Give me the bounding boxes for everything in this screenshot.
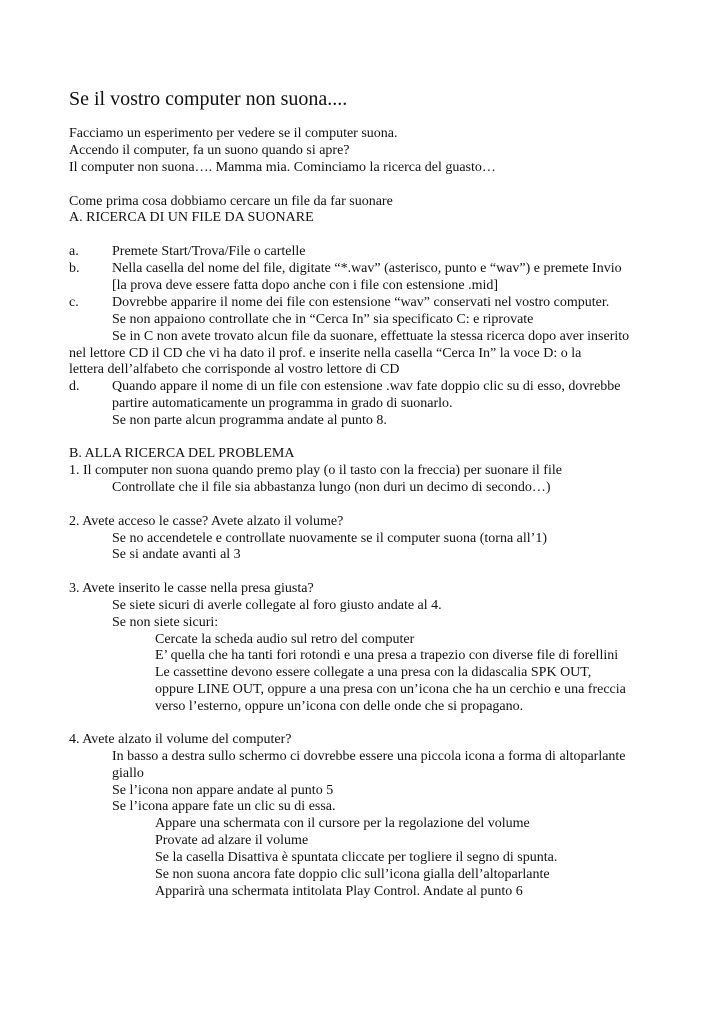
list-marker: c. [69, 295, 79, 310]
point-subline: verso l’esterno, oppure un’icona con delle onde che si propagano. [155, 699, 524, 714]
list-item-line: partire automaticamente un programma in grado di suonarlo. [112, 396, 453, 411]
list-marker: b. [69, 261, 80, 276]
document-title: Se il vostro computer non suona.... [69, 88, 348, 110]
list-marker: d. [69, 379, 80, 394]
point-line: giallo [112, 766, 144, 781]
point-line: Se no accendetele e controllate nuovamente se il computer suona (torna all’1) [112, 531, 547, 546]
intro-line: Facciamo un esperimento per vedere se il computer suona. [69, 126, 398, 141]
point-subline: Le cassettine devono essere collegate a una presa con la didascalia SPK OUT, [155, 665, 592, 680]
list-item-line: Se non appaiono controllate che in “Cerca In” sia specificato C: e riprovate [112, 312, 534, 327]
list-item-line: lettera dell’alfabeto che corrisponde al vostro lettore di CD [69, 362, 400, 377]
list-item-line: Se non parte alcun programma andate al punto 8. [112, 413, 387, 428]
point-line: Controllate che il file sia abbastanza lungo (non duri un decimo di secondo…) [112, 480, 551, 495]
section-b-heading: B. ALLA RICERCA DEL PROBLEMA [69, 446, 295, 461]
point-subline: Apparirà una schermata intitolata Play Control. Andate al punto 6 [155, 884, 523, 899]
list-item-line: Nella casella del nome del file, digitate “*.wav” (asterisco, punto e “wav”) e premete Invio [112, 261, 622, 276]
point-line: In basso a destra sullo schermo ci dovrebbe essere una piccola icona a forma di altoparlante [112, 749, 626, 764]
point-subline: Cercate la scheda audio sul retro del computer [155, 632, 415, 647]
point-line: Se siete sicuri di averle collegate al foro giusto andate al 4. [112, 598, 442, 613]
section-a-lead: Come prima cosa dobbiamo cercare un file da far suonare [69, 194, 393, 209]
point-subline: Provate ad alzare il volume [155, 833, 309, 848]
point-question: 1. Il computer non suona quando premo play (o il tasto con la freccia) per suonare il file [69, 463, 562, 478]
point-question: 2. Avete acceso le casse? Avete alzato il volume? [69, 514, 344, 529]
list-item-line: Quando appare il nome di un file con estensione .wav fate doppio clic su di esso, dovrebbe [112, 379, 621, 394]
list-item-line: Se in C non avete trovato alcun file da suonare, effettuate la stessa ricerca dopo aver inserito [112, 329, 630, 344]
point-line: Se non siete sicuri: [112, 615, 219, 630]
point-question: 3. Avete inserito le casse nella presa giusta? [69, 581, 314, 596]
point-subline: oppure LINE OUT, oppure a una presa con un’icona che ha un cerchio e una freccia [155, 682, 626, 697]
point-line: Se si andate avanti al 3 [112, 547, 241, 562]
list-item-line: Dovrebbe apparire il nome dei file con estensione “wav” conservati nel vostro computer. [112, 295, 610, 310]
list-marker: a. [69, 244, 79, 259]
intro-line: Accendo il computer, fa un suono quando si apre? [69, 143, 350, 158]
point-line: Se l’icona appare fate un clic su di essa. [112, 799, 336, 814]
intro-line: Il computer non suona…. Mamma mia. Cominciamo la ricerca del guasto… [69, 160, 496, 175]
point-question: 4. Avete alzato il volume del computer? [69, 732, 292, 747]
list-item-line: Premete Start/Trova/File o cartelle [112, 244, 306, 259]
section-a-heading: A. RICERCA DI UN FILE DA SUONARE [69, 210, 314, 225]
point-subline: Se la casella Disattiva è spuntata cliccate per togliere il segno di spunta. [155, 850, 558, 865]
point-line: Se l’icona non appare andate al punto 5 [112, 783, 334, 798]
point-subline: Se non suona ancora fate doppio clic sull’icona gialla dell’altoparlante [155, 867, 550, 882]
point-subline: E’ quella che ha tanti fori rotondi e una presa a trapezio con diverse file di forellini [155, 648, 619, 663]
list-item-line: [la prova deve essere fatta dopo anche con i file con estensione .mid] [112, 278, 499, 293]
list-item-line: nel lettore CD il CD che vi ha dato il prof. e inserite nella casella “Cerca In” la voce D: o la [69, 346, 582, 361]
point-subline: Appare una schermata con il cursore per la regolazione del volume [155, 816, 530, 831]
